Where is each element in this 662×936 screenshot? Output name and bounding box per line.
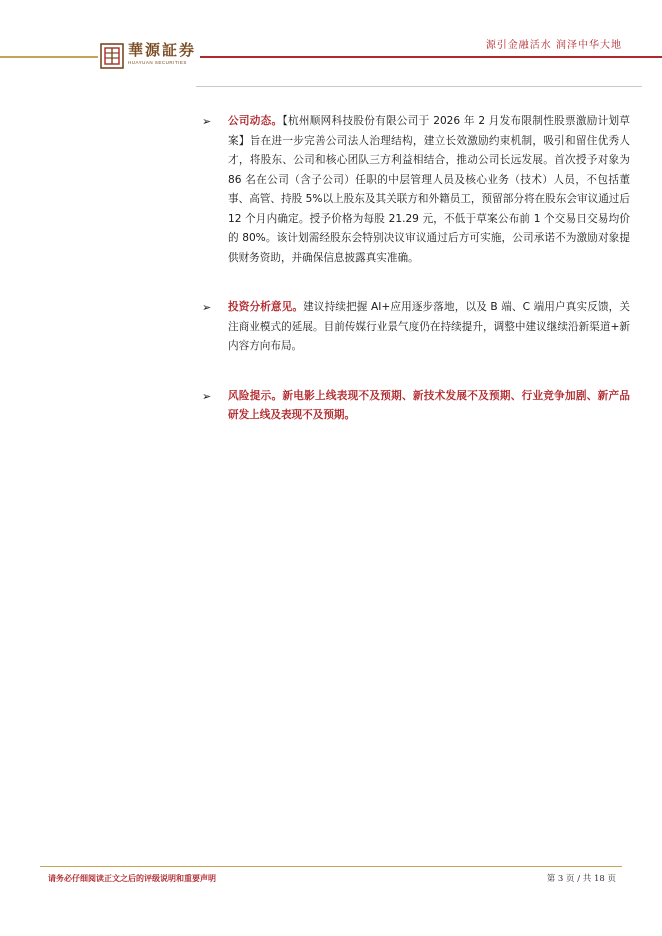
section-text: 【杭州顺网科技股份有限公司于 2026 年 2 月发布限制性股票激励计划草案】旨在进一步完善公司法人治理结构，建立长效激励约束机制，吸引和留住优秀人才，将股东、公司和核心团队三方利益相结合，推动公司长远发展。首次授予对象为 86 名在公司（含子公司）任职的中层管理人员及核心业务（技术）人员，不包括董事、高管、持股 5%以上股东及其关联方和外籍员工，预留部分将在股东会审议通过后 12 个月内确定。授予价格为每股 21.29 元，不低于草案公布前 1 个交易日交易均价的 80%。该计划需经股东会特别决议审议通过后方可实施，公司承诺不为激励对象提供财务资助，并确保信息披露真实准确。 [228,115,630,264]
logo-chinese-name: 華源証券 [128,41,197,59]
section-lead: 投资分析意见。 [228,301,304,313]
company-logo [100,43,198,73]
bullet-arrow-icon: ➢ [202,389,212,403]
report-content [202,112,630,426]
footer-disclaimer: 请务必仔细阅读正文之后的评级说明和重要声明 [48,873,216,883]
bullet-arrow-icon: ➢ [202,115,212,128]
section-risk-warning [202,387,630,426]
section-lead: 风险提示。 [228,389,283,402]
page-number: 第 3 页 / 共 18 页 [546,874,616,884]
section-text: 建议持续把握 AI+应用逐步落地，以及 B 端、C 端用户真实反馈，关注商业模式的延展。目前传媒行业景气度仍在持续提升，调整中建议继续沿新渠道+新内容方向布局。 [228,301,630,352]
section-investment-opinion [202,298,630,357]
header-rule-gold [0,56,98,58]
section-lead: 公司动态。 [228,115,283,127]
logo-english-name: HUAYUAN SECURITIES [128,60,187,65]
footer-divider [40,866,622,867]
section-text: 新电影上线表现不及预期、新技术发展不及预期、行业竞争加剧、新产品研发上线及表现不及预期。 [228,389,631,421]
header-tagline: 源引金融活水 润泽中华大地 [485,40,622,51]
section-company-news [202,112,630,268]
header-divider [196,86,642,87]
logo-emblem-icon [100,43,124,69]
header-rule-red [200,56,662,58]
bullet-arrow-icon: ➢ [202,301,212,314]
